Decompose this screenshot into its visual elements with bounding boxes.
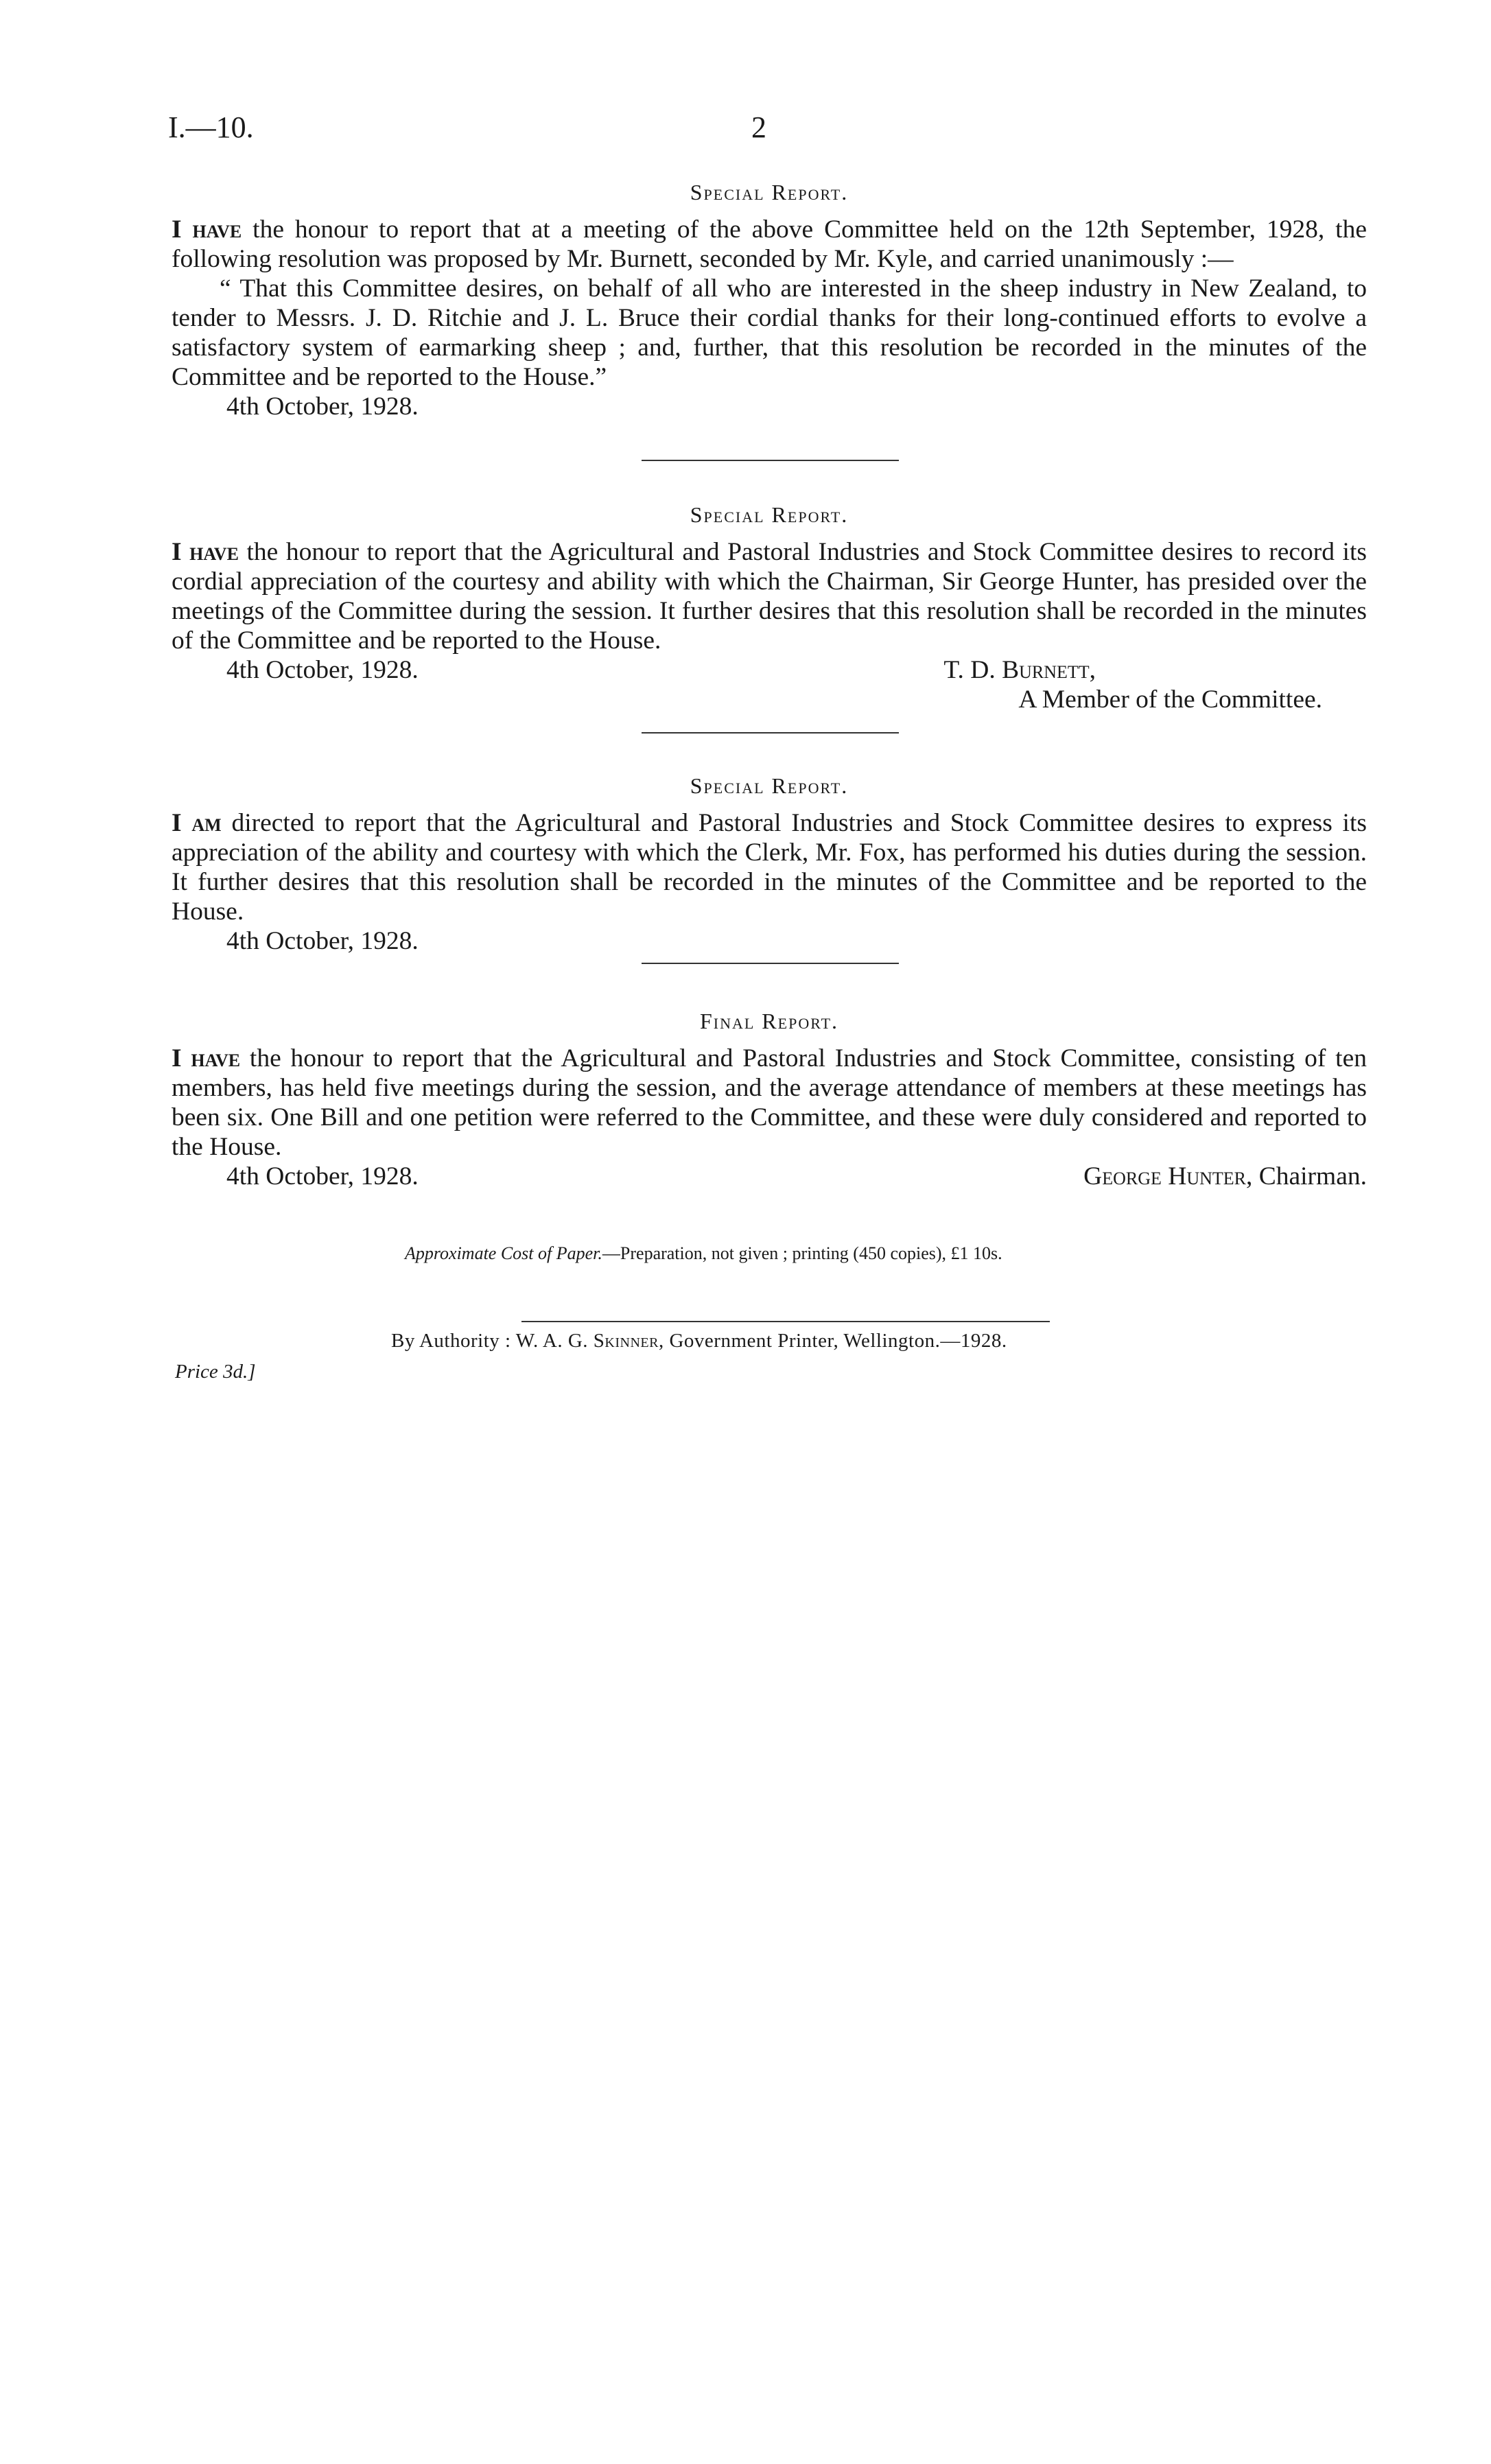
report-paragraph bbox=[172, 1044, 1367, 1162]
report-heading: Special Report. bbox=[690, 502, 849, 527]
footer-divider bbox=[521, 1321, 1050, 1322]
resolution-quote: “ That this Committee desires, on behalf of all who are interested in the sheep industry in New Zealand, to tender to Messrs. J. D. Ritchie and J. L. Bruce their cordial thanks for their long-continued efforts to evolve a satisfactory system of earmarking sheep ; and, further, that this resolution be recorded in the minutes of the Committee and be reported to the House.” bbox=[172, 274, 1367, 391]
report-body: the honour to report that the Agricultural and Pastoral Industries and Stock Committee, consisting of ten members, has held five meetings during the session, and the average attendance of members at these meetings has been six. One Bill and one petition were referred to the Committee, and these were duly considered and reported to the House. bbox=[172, 1044, 1367, 1161]
report-body: the honour to report that the Agricultural and Pastoral Industries and Stock Committee desires to record its cordial appreciation of the courtesy and ability with which the Chairman, Sir George Hunter, has presided over the meetings of the Committee during the session. It further desires that this resolution shall be recorded in the minutes of the Committee and be reported to the House. bbox=[172, 538, 1367, 655]
special-report-3 bbox=[172, 773, 1367, 956]
report-heading: Final Report. bbox=[699, 1009, 839, 1033]
printer-name: Skinner bbox=[593, 1330, 659, 1352]
report-lead: I have bbox=[172, 538, 239, 566]
printer-authority bbox=[391, 1330, 1007, 1352]
cost-of-paper bbox=[405, 1243, 1002, 1264]
section-divider bbox=[642, 460, 899, 461]
report-date: 4th October, 1928. bbox=[226, 1162, 419, 1190]
signature-name: George Hunter bbox=[1083, 1162, 1246, 1190]
cost-text: —Preparation, not given ; printing (450 copies), £1 10s. bbox=[602, 1243, 1002, 1263]
signature bbox=[943, 655, 1096, 685]
section-divider bbox=[642, 732, 899, 734]
report-heading: Special Report. bbox=[690, 773, 849, 798]
report-date: 4th October, 1928. bbox=[226, 927, 419, 955]
report-lead: I am bbox=[172, 809, 222, 837]
cost-label: Approximate Cost of Paper. bbox=[405, 1243, 602, 1263]
date-signature-row bbox=[172, 655, 1367, 685]
signature-name: T. D. Burnett, bbox=[943, 656, 1096, 684]
special-report-1 bbox=[172, 180, 1367, 421]
authority-suffix: , Government Printer, Wellington.—1928. bbox=[658, 1330, 1007, 1352]
report-paragraph bbox=[172, 215, 1367, 274]
report-paragraph bbox=[172, 808, 1367, 926]
report-body: directed to report that the Agricultural and Pastoral Industries and Stock Committee desires to express its appreciation of the ability and courtesy with which the Clerk, Mr. Fox, has performed his duties during the session. It further desires that this resolution shall be recorded in the minutes of the Committee and be reported to the House. bbox=[172, 809, 1367, 926]
price: Price 3d.] bbox=[175, 1361, 256, 1383]
date-signature-row bbox=[172, 1162, 1367, 1191]
report-body: the honour to report that at a meeting of the above Committee held on the 12th September, 1928, the following resolution was proposed by Mr. Burnett, seconded by Mr. Kyle, and carried unanimously :— bbox=[172, 215, 1367, 273]
report-paragraph bbox=[172, 537, 1367, 655]
report-lead: I have bbox=[172, 215, 242, 244]
signature-title: A Member of the Committee. bbox=[1018, 685, 1322, 714]
report-lead: I have bbox=[172, 1044, 241, 1072]
signature bbox=[1083, 1162, 1367, 1191]
final-report bbox=[172, 1009, 1367, 1191]
report-date: 4th October, 1928. bbox=[226, 656, 419, 684]
section-divider bbox=[642, 963, 899, 964]
special-report-2 bbox=[172, 502, 1367, 714]
authority-prefix: By Authority : W. A. G. bbox=[391, 1330, 594, 1352]
signature-suffix: , Chairman. bbox=[1245, 1162, 1367, 1190]
report-date: 4th October, 1928. bbox=[226, 392, 419, 421]
page-number: 2 bbox=[751, 110, 766, 144]
page-reference: I.—10. bbox=[168, 110, 254, 144]
report-heading: Special Report. bbox=[690, 180, 849, 204]
